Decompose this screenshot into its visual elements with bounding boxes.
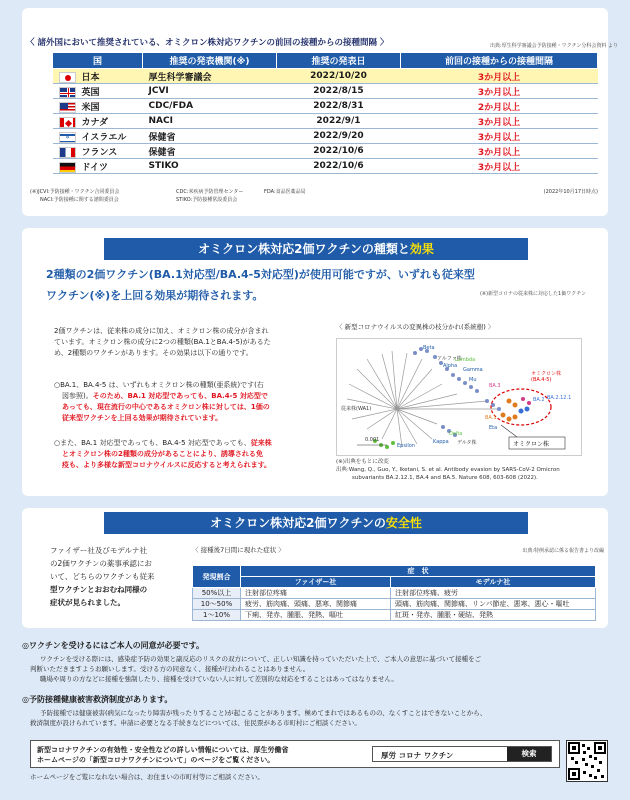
frequency-cell: 1〜10% <box>193 610 241 621</box>
efficacy-bullet-2: ○また、BA.1 対応型であっても、BA.4-5 対応型であっても、従来株 とオミクロン株の2種類の成分があることにより、誘導される免 疫も、より多様な新型コロナウイルスに反応すると考えられます。 <box>54 439 272 469</box>
pfizer-cell: 下痢、発赤、腫脹、発熱、嘔吐 <box>241 610 391 621</box>
label-kappa: Kappa <box>433 439 449 445</box>
country-name: 英国 <box>81 87 100 98</box>
efficacy-bullet-1: ○BA.1、BA.4-5 は、いずれもオミクロン株の種類(亜系統)です(右 図参照)。そのため、BA.1 対応型であっても、BA.4-5 対応型で あっても、現在流行の中心であるオミクロン株に対しては、1価の 従来型ワクチンを上回る効果が期待されています。 <box>54 381 270 422</box>
consent-heading: ◎ワクチンを受けるにはご本人の同意が必要です。 <box>22 641 204 650</box>
efficacy-banner: オミクロン株対応2価ワクチンの種類と効果 <box>104 238 528 260</box>
label-ba1: BA.1 <box>485 415 497 421</box>
interval-value: 3か月以上 <box>401 129 598 144</box>
announce-date: 2022/8/31 <box>277 99 401 114</box>
table-row <box>53 69 598 84</box>
announce-date: 2022/10/6 <box>277 159 401 174</box>
info-line-1: 新型コロナワクチンの有効性・安全性などの詳しい情報については、厚生労働省 <box>37 746 289 754</box>
footnote-middle: CDC:米疾病予防管理センター STIKO:予防接種常設委員会 <box>176 189 244 203</box>
announce-date: 2022/10/20 <box>277 69 401 84</box>
org-name: NACI <box>143 114 277 129</box>
label-ba2: BA.2 <box>533 397 545 403</box>
efficacy-lead: 2種類の2価ワクチン(BA.1対応型/BA.4-5対応型)が使用可能ですが、いずれも従来型 ワクチン(※)を上回る効果が期待されます。 <box>46 268 475 302</box>
japan-flag-icon <box>59 72 76 83</box>
relief-text: 予防接種では健康被害(病気になったり障害が残ったりすること)が起こることがあります。極めてまれではあるものの、なくすことはできないことから、 救済制度が設けられています。申請に必要となる手続きなどについては、住民票がある市町村にご相談ください。 <box>30 709 487 727</box>
frequency-cell: 50%以上 <box>193 588 241 599</box>
interval-title: 〈 諸外国において推奨されている、オミクロン株対応ワクチンの前回の接種からの接種間隔 〉 <box>26 38 389 48</box>
label-alpha-jp: アルファ株 <box>437 356 462 362</box>
label-beta: Beta <box>423 345 435 351</box>
search-button[interactable]: 検索 <box>507 747 551 761</box>
org-name: STIKO <box>143 159 277 174</box>
label-epsilon: Epsilon <box>397 443 415 449</box>
efficacy-intro: 2価ワクチンは、従来株の成分に加え、オミクロン株の成分が含まれ ています。オミクロン株の成分に2つの種類(BA.1とBA.4-5)があるた め、2種類のワクチンがあります。その効果は以下の通りです。 <box>54 327 271 357</box>
search-input[interactable]: 厚労 コロナ ワクチン <box>381 751 454 760</box>
country-name: カナダ <box>81 117 109 128</box>
consent-text: ワクチンを受ける際には、感染症予防の効果と副反応のリスクの双方について、正しい知識を持っていただいた上で、ご本人の意思に基づいて接種をご 判断いただきますようお願いします。受ける方の同意なく、接種が行われることはありません。 職場や周りの方などに接種を強制したり、接種を受けていない人に対して差別的な対応をすることはあってはなりません。 <box>30 655 482 683</box>
interval-value: 3か月以上 <box>401 69 598 84</box>
country-name: イスラエル <box>81 132 127 143</box>
label-alpha: Alpha <box>443 363 458 369</box>
col-moderna: モデルナ社 <box>391 577 596 588</box>
moderna-cell: 頭痛、筋肉痛、関節痛、リンパ節症、悪寒、悪心・嘔吐 <box>391 599 596 610</box>
org-name: CDC/FDA <box>143 99 277 114</box>
footnote-right: FDA:食品医薬品局 <box>264 189 306 195</box>
label-omicron: オミクロン株 (BA.4-5) <box>531 371 562 383</box>
relief-heading: ◎予防接種健康被害救済制度があります。 <box>22 695 173 704</box>
interval-value: 3か月以上 <box>401 159 598 174</box>
org-name: 保健省 <box>143 129 277 144</box>
table-row <box>193 599 596 610</box>
safety-banner: オミクロン株対応2価ワクチンの安全性 <box>104 512 528 534</box>
label-scale: 0.001 <box>365 437 380 443</box>
announce-date: 2022/9/20 <box>277 129 401 144</box>
label-eta: Eta <box>489 425 498 431</box>
label-wa1: 従来株(WA1) <box>341 406 372 412</box>
interval-value: 3か月以上 <box>401 114 598 129</box>
col-country: 国 <box>53 53 143 69</box>
country-name: 日本 <box>81 72 100 83</box>
qr-code-icon[interactable] <box>566 740 608 782</box>
canada-flag-icon <box>59 117 76 128</box>
pfizer-cell: 疲労、筋肉痛、頭痛、悪寒、関節痛 <box>241 599 391 610</box>
safety-table-source: 出典:特例承認に係る報告書より改編 <box>522 548 604 554</box>
moderna-cell: 注射部位疼痛、疲労 <box>391 588 596 599</box>
moderna-cell: 紅斑・発赤、腫脹・硬結、発熱 <box>391 610 596 621</box>
as-of-date: (2022年10月17日時点) <box>543 189 598 195</box>
lead-note: (※)新型コロナの従来株に対応した1価ワクチン <box>479 291 586 297</box>
interval-source: 出典:厚生科学審議会予防接種・ワクチン分科会資料 より <box>489 43 618 49</box>
org-name: JCVI <box>143 84 277 99</box>
col-symptoms: 症 状 <box>241 566 596 577</box>
table-row <box>193 588 596 599</box>
interval-table <box>52 52 598 174</box>
frequency-cell: 10〜50% <box>193 599 241 610</box>
pfizer-cell: 注射部位疼痛 <box>241 588 391 599</box>
label-mu: Mu <box>469 377 477 383</box>
label-ba2121: BA.2.12.1 <box>547 395 572 401</box>
diagram-notes: (※)出典をもとに改変 出典:Wang, Q., Guo, Y., Iketani, S. et al. Antibody evasion by SARS-CoV-2 Omicron subvariants BA.2.12.1, BA.4 and BA.5. Nature 608, 603-608 (2022). <box>336 459 560 481</box>
org-name: 厚生科学審議会 <box>143 69 277 84</box>
country-name: フランス <box>81 147 118 158</box>
israel-flag-icon: ✡ <box>59 132 76 143</box>
country-name: ドイツ <box>81 162 109 173</box>
diagram-title: 〈 新型コロナウイルスの変異株の枝分かれ(系統樹) 〉 <box>336 323 495 331</box>
announce-date: 2022/8/15 <box>277 84 401 99</box>
table-row <box>53 144 598 159</box>
table-row <box>53 159 598 174</box>
announce-date: 2022/9/1 <box>277 114 401 129</box>
germany-flag-icon <box>59 162 76 173</box>
footnote-left: (※)JCVI:予防接種・ワクチン合同委員会 NACI:予防接種に関する諮問委員会 <box>30 189 120 203</box>
col-pfizer: ファイザー社 <box>241 577 391 588</box>
col-org: 推奨の発表機関(※) <box>143 53 277 69</box>
label-delta-jp: デルタ株 <box>457 440 477 446</box>
france-flag-icon <box>59 147 76 158</box>
interval-table-header <box>53 53 598 69</box>
side-effects-table <box>192 565 596 621</box>
info-line-2: ホームページの「新型コロナワクチンについて」のページをご覧ください。 <box>37 756 275 764</box>
interval-value: 3か月以上 <box>401 144 598 159</box>
org-name: 保健省 <box>143 144 277 159</box>
label-delta: Delta <box>449 431 463 437</box>
announce-date: 2022/10/6 <box>277 144 401 159</box>
table-row <box>53 129 598 144</box>
interval-value: 3か月以上 <box>401 84 598 99</box>
label-ba3: BA.3 <box>489 383 501 389</box>
search-box[interactable] <box>372 746 552 762</box>
country-name: 米国 <box>81 102 100 113</box>
label-lambda: Lambda <box>455 357 476 363</box>
uk-flag-icon <box>59 87 76 98</box>
table-row <box>53 84 598 99</box>
table-row <box>53 114 598 129</box>
phylogenetic-tree <box>336 338 582 456</box>
us-flag-icon <box>59 102 76 113</box>
table-row <box>193 610 596 621</box>
safety-text: ファイザー社及びモデルナ社 の2価ワクチンの薬事承認にお いて、どちらのワクチンも従来 型ワクチンとおおむね同様の 症状が見られました。 <box>50 546 155 607</box>
safety-table-title: 〈 接種後7日間に現れた症状 〉 <box>192 546 285 554</box>
table-row <box>53 99 598 114</box>
omicron-box-label: オミクロン株 <box>513 441 550 448</box>
col-frequency: 発現割合 <box>193 566 241 588</box>
interval-value: 2か月以上 <box>401 99 598 114</box>
col-interval: 前回の接種からの接種間隔 <box>401 53 598 69</box>
bottom-note: ホームページをご覧になれない場合は、お住まいの市町村等にご相談ください。 <box>30 773 264 781</box>
label-gamma: Gamma <box>463 367 483 373</box>
col-date: 推奨の発表日 <box>277 53 401 69</box>
